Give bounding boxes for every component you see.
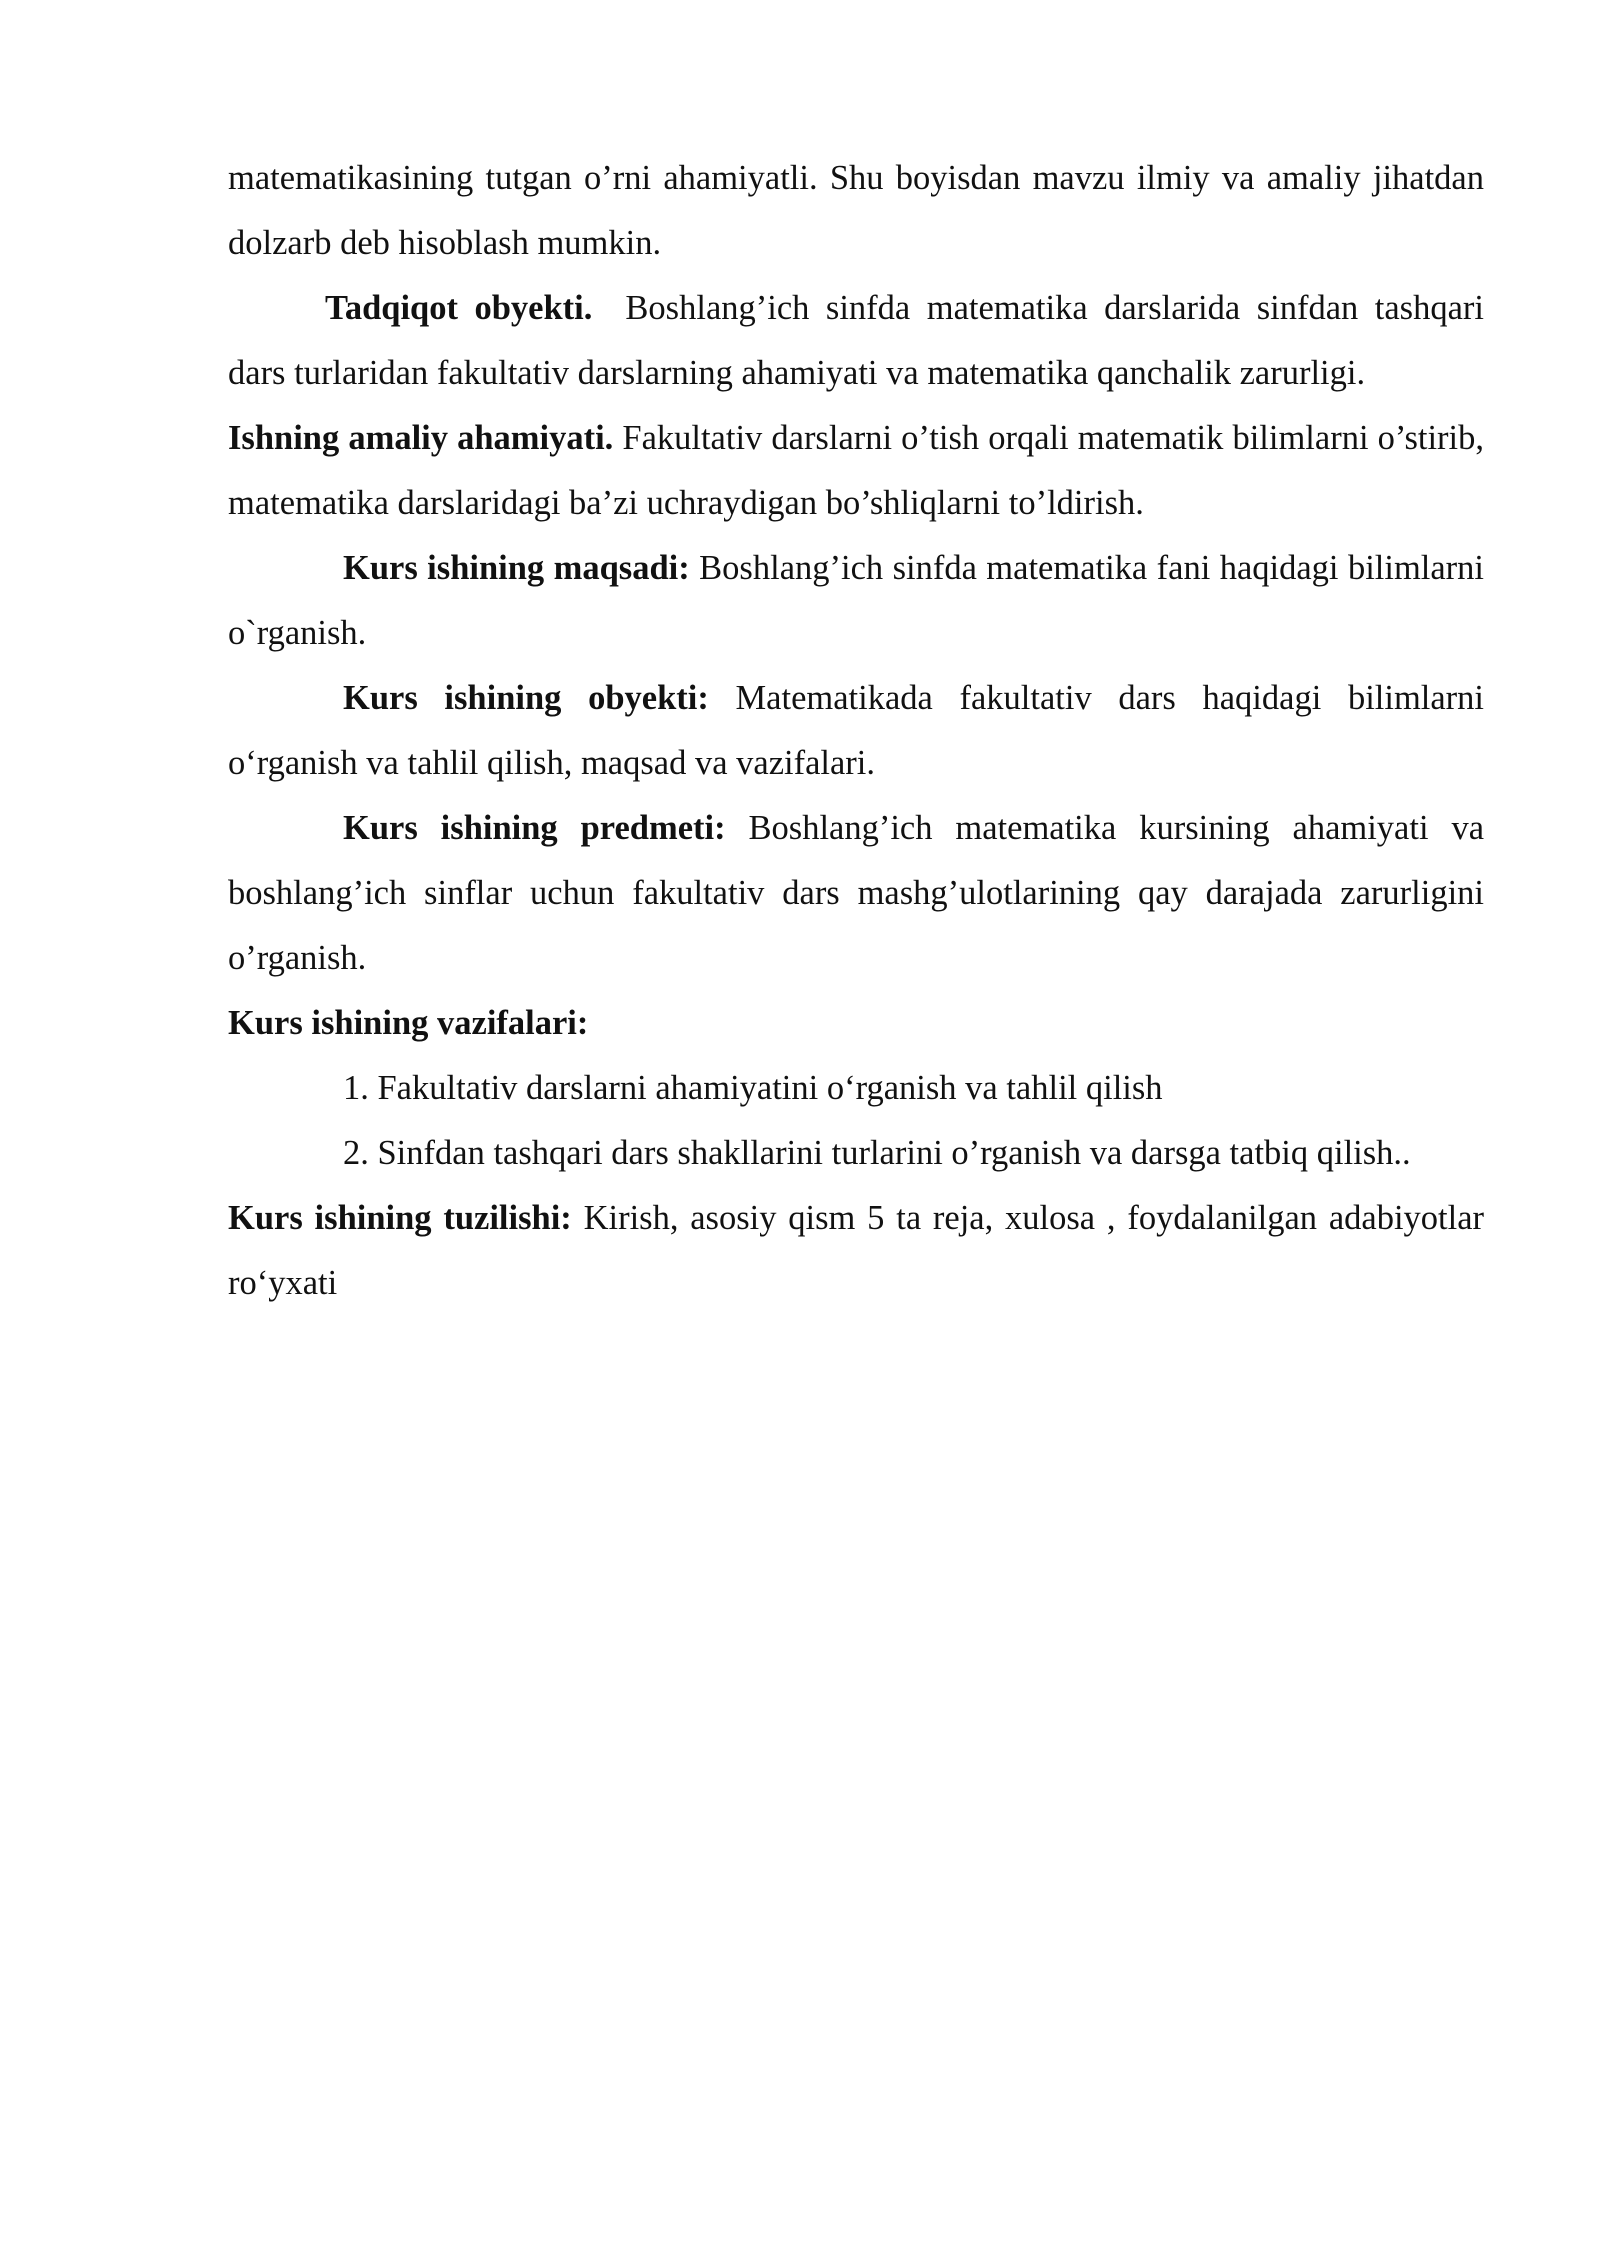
paragraph-text: matematikasining tutgan o’rni ahamiyatli. Shu boyisdan mavzu ilmiy va amaliy jihatdan dolzarb deb hisoblash mumkin. (228, 159, 1484, 262)
list-item (228, 1121, 1484, 1186)
document-page (228, 146, 1484, 1316)
paragraph-heading: Kurs ishining obyekti: (343, 679, 709, 717)
paragraph-course-object (228, 666, 1484, 796)
paragraph-text: Kirish, asosiy qism 5 ta reja, xulosa , foydalanilgan adabiyotlar ro‘yxati (228, 1199, 1484, 1302)
list-item-text: 1. Fakultativ darslarni ahamiyatini o‘rganish va tahlil qilish (343, 1069, 1163, 1107)
paragraph-heading: Kurs ishining predmeti: (343, 809, 726, 847)
paragraph-research-object (228, 276, 1484, 406)
paragraph-subject (228, 796, 1484, 991)
paragraph-tasks-heading (228, 991, 1484, 1056)
paragraph-text: Matematikada fakultativ dars haqidagi bilimlarni o‘rganish va tahlil qilish, maqsad va vazifalari. (228, 679, 1485, 782)
paragraph-heading: Kurs ishining vazifalari: (228, 1004, 589, 1042)
paragraph-text: Boshlang’ich sinfda matematika fani haqidagi bilimlarni o`rganish. (228, 549, 1485, 652)
paragraph-heading: Ishning amaliy ahamiyati. (228, 419, 614, 457)
paragraph-heading: Kurs ishining maqsadi: (343, 549, 690, 587)
paragraph-heading: Kurs ishining tuzilishi: (228, 1199, 572, 1237)
paragraph-text: Boshlang’ich matematika kursining ahamiyati va boshlang’ich sinflar uchun fakultativ dars mashg’ulotlarining qay darajada zarurligini o’rganish. (228, 809, 1485, 977)
paragraph-practical-significance (228, 406, 1484, 536)
paragraph-goal (228, 536, 1484, 666)
paragraph-structure (228, 1186, 1484, 1316)
paragraph-text: Fakultativ darslarni o’tish orqali matematik bilimlarni o’stirib, matematika darslaridagi ba’zi uchraydigan bo’shliqlarni to’ldirish. (228, 419, 1484, 522)
list-item (228, 1056, 1484, 1121)
list-item-text: 2. Sinfdan tashqari dars shakllarini turlarini o’rganish va darsga tatbiq qilish.. (343, 1134, 1411, 1172)
paragraph-heading: Tadqiqot obyekti. (325, 289, 593, 327)
paragraph-text: Boshlang’ich sinfda matematika darslarida sinfdan tashqari dars turlaridan fakultativ darslarning ahamiyati va matematika qanchalik zarurligi. (228, 289, 1484, 392)
paragraph-intro-continuation (228, 146, 1484, 276)
